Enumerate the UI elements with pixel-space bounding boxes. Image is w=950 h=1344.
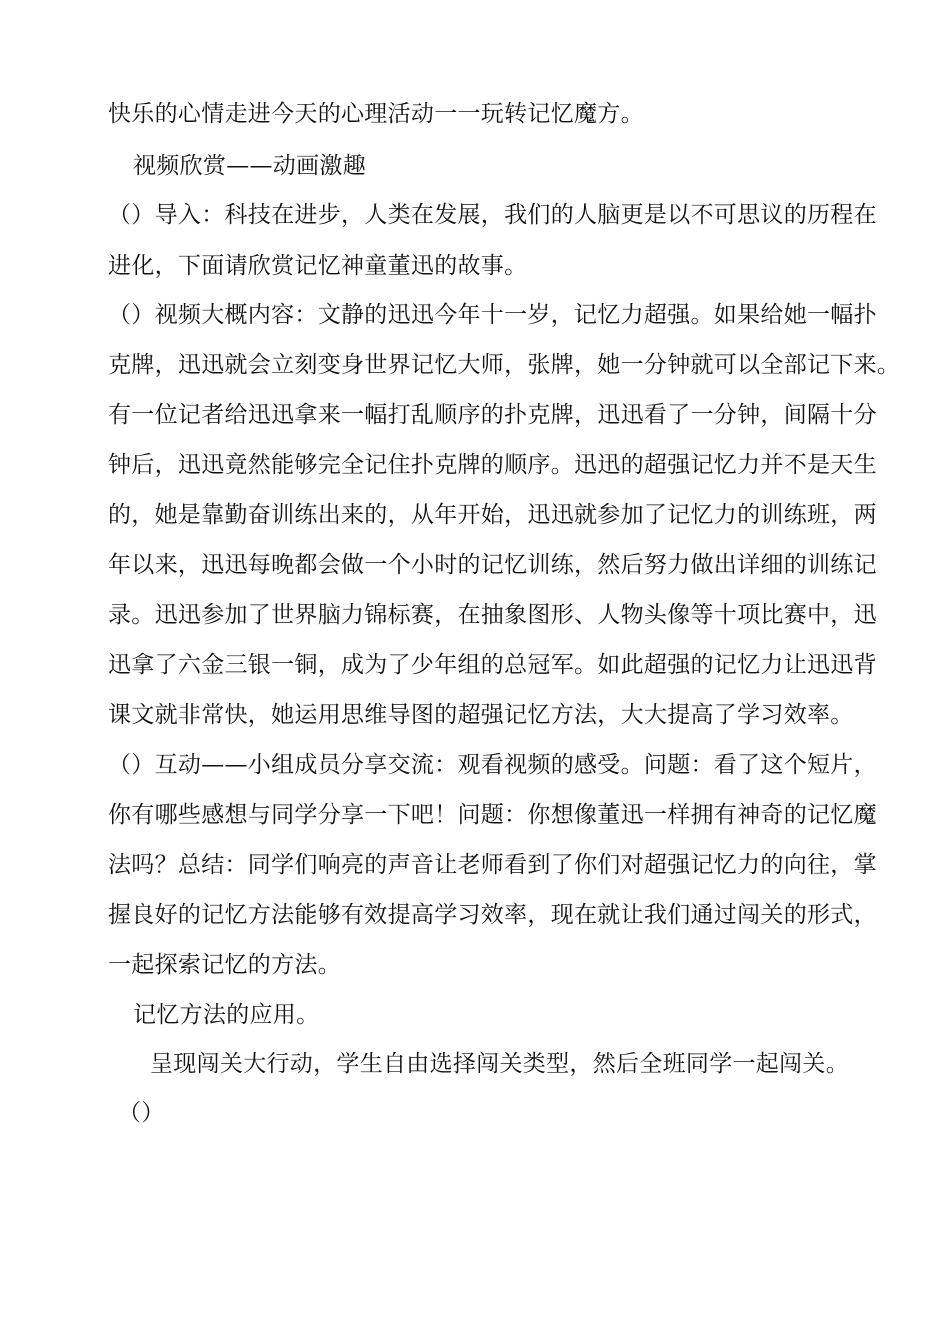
text-line: 课文就非常快，她运用思维导图的超强记忆方法，大大提高了学习效率。 [108, 702, 854, 728]
text-line: 一起探索记忆的方法。 [108, 952, 341, 978]
text-line: 的，她是靠勤奋训练出来的，从年开始，迅迅就参加了记忆力的训练班，两 [108, 502, 877, 528]
text-line: 克牌，迅迅就会立刻变身世界记忆大师，张牌，她一分钟就可以全部记下来。 [108, 352, 901, 378]
text-line: 录。迅迅参加了世界脑力锦标赛，在抽象图形、人物头像等十项比赛中，迅 [108, 602, 877, 628]
text-line: 钟后，迅迅竟然能够完全记住扑克牌的顺序。迅迅的超强记忆力并不是天生 [108, 452, 877, 478]
section-heading: 视频欣赏——动画激趣 [133, 153, 366, 179]
text-line: 法吗？总结：同学们响亮的声音让老师看到了你们对超强记忆力的向往，掌 [108, 852, 877, 878]
text-line: 进化，下面请欣赏记忆神童董迅的故事。 [108, 253, 528, 279]
text-line: 年以来，迅迅每晚都会做一个小时的记忆训练，然后努力做出详细的训练记 [108, 552, 877, 578]
text-line: （）互动——小组成员分享交流：观看视频的感受。问题：看了这个短片， [108, 752, 877, 778]
text-line: 迅拿了六金三银一铜，成为了少年组的总冠军。如此超强的记忆力让迅迅背 [108, 652, 877, 678]
text-line: （） [118, 1100, 165, 1126]
section-heading: 记忆方法的应用。 [133, 1002, 320, 1028]
text-line: （）导入：科技在进步，人类在发展，我们的人脑更是以不可思议的历程在 [108, 202, 877, 228]
text-line: 你有哪些感想与同学分享一下吧！问题：你想像董迅一样拥有神奇的记忆魔 [108, 802, 877, 828]
text-line: （）视频大概内容：文静的迅迅今年十一岁，记忆力超强。如果给她一幅扑 [108, 302, 877, 328]
text-line: 快乐的心情走进今天的心理活动一一玩转记忆魔方。 [108, 101, 644, 127]
text-line: 握良好的记忆方法能够有效提高学习效率，现在就让我们通过闯关的形式， [108, 902, 877, 928]
text-line: 有一位记者给迅迅拿来一幅打乱顺序的扑克牌，迅迅看了一分钟，间隔十分 [108, 402, 877, 428]
text-line: 呈现闯关大行动，学生自由选择闯关类型，然后全班同学一起闯关。 [150, 1051, 849, 1077]
